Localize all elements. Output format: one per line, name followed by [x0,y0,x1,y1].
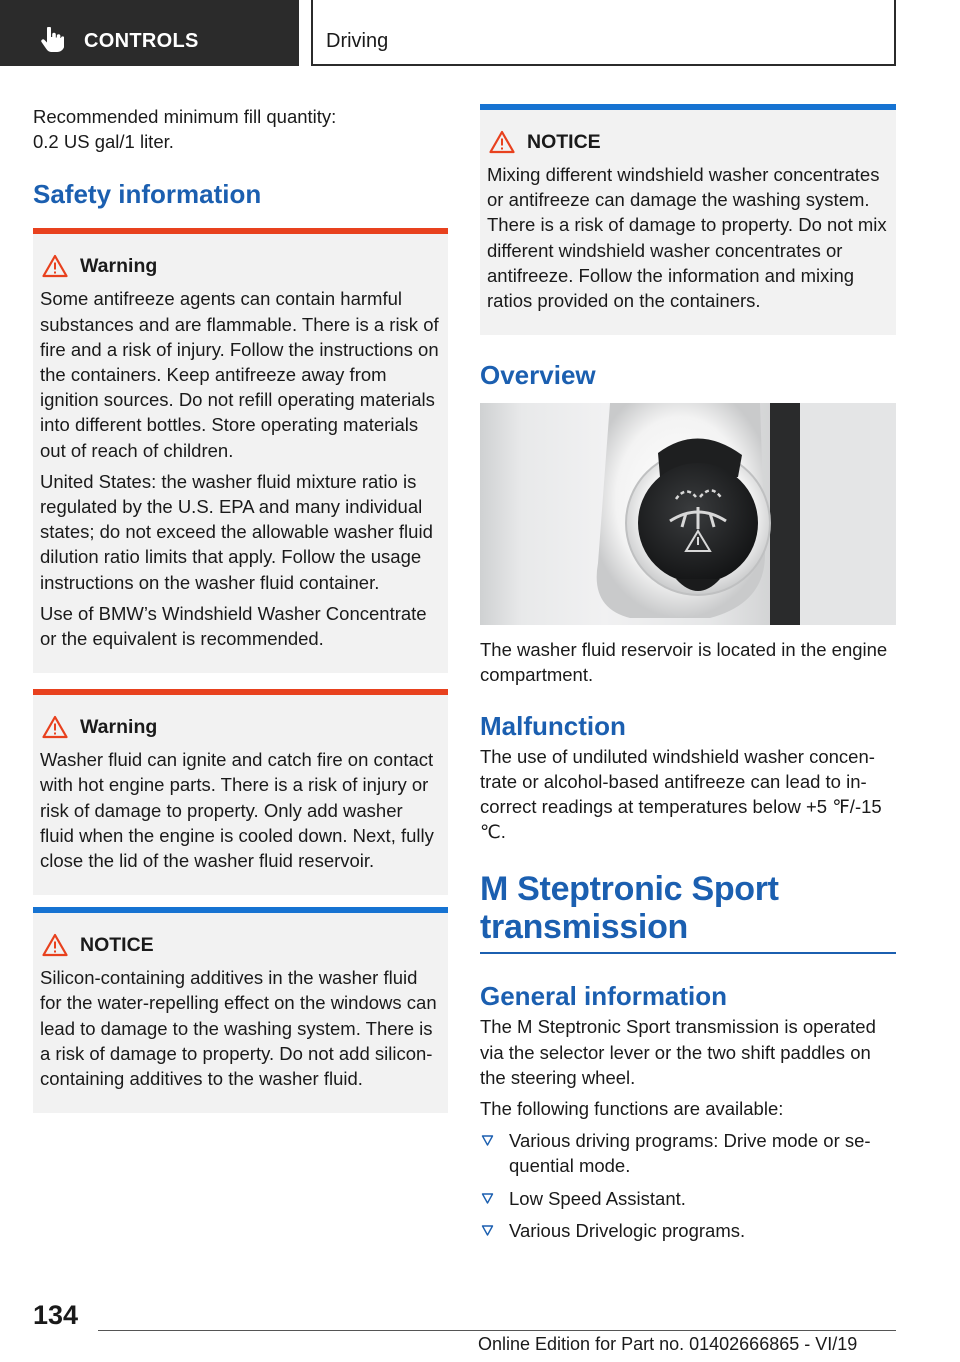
general-info-heading: General information [480,981,728,1012]
list-item [480,1218,896,1243]
washer-cap-illustration [480,403,896,625]
notice-box-mixing [480,104,896,335]
safety-heading: Safety information [33,179,262,210]
notice-title [487,128,889,156]
notice-paragraph: Silicon-containing additives in the washer fluid for the water-repelling effect on the windows can lead to damage to the washing system. There is a risk of damage to property. Do not add silicon-containing additives to the washer fluid. [40,967,437,1090]
warning-box-antifreeze [33,228,448,673]
edition-text: Online Edition for Part no. 01402666865 - VI/19 [478,1334,858,1354]
warning-paragraph: Washer fluid can ignite and catch fire on contact with hot engine parts. There is a risk of injury or risk of damage to property. Only add washer fluid when the engine is cooled down. Next, fully close the lid of the washer fluid reservoir. [40,749,434,872]
general-info-paragraph: The M Steptronic Sport transmission is operated via the selector lever or the two shift paddles on the steering wheel. [480,1016,876,1088]
warning-triangle-icon [42,933,68,957]
functions-list [480,1128,896,1243]
chapter-tab-driving [311,0,896,66]
triangle-bullet-icon [481,1134,494,1147]
malfunction-text: The use of undiluted windshield washer concentrate or alcohol-based antifreeze can lead to incorrect readings at temperatures below +5 ℉/-15 ℃. [480,745,882,843]
warning-paragraph: Some antifreeze agents can contain harmful substances and are flammable. There is a risk of fire and a risk of injury. Follow the instructions on the containers. Keep antifreeze away from ignition sources. Do not refill operating materials into different bottles. Store operating materials out of reach of children. [40,288,439,461]
page-number: 134 [33,1300,79,1330]
left-column [33,104,448,1113]
notice-title-text: NOTICE [80,933,154,956]
warning-title-text: Warning [80,715,158,738]
notice-title-text: NOTICE [527,130,601,153]
warning-triangle-icon [42,715,68,739]
fill-quantity-line2: 0.2 US gal/1 liter. [33,131,174,153]
list-item-text: Low Speed Assistant. [509,1187,686,1209]
notice-box-silicon [33,907,448,1113]
warning-paragraph: Use of BMW’s Windshield Washer Concentrate or the equivalent is recommended. [40,602,427,650]
warning-title [40,713,441,741]
warning-box-ignition [33,689,448,895]
list-item-text: Various driving programs: Drive mode or sequential mode. [509,1130,871,1177]
list-item [480,1128,896,1178]
hand-pointer-icon [40,27,64,53]
list-item-text: Various Drivelogic programs. [509,1219,746,1241]
triangle-bullet-icon [481,1224,494,1237]
list-item [480,1186,896,1211]
warning-title [40,252,441,280]
triangle-bullet-icon [481,1192,494,1205]
washer-reservoir-photo [480,403,896,625]
malfunction-heading: Malfunction [480,710,626,741]
overview-caption: The washer fluid reservoir is located in the engine compartment. [480,639,888,686]
warning-triangle-icon [489,130,515,154]
right-column [480,104,896,1250]
section-label: CONTROLS [84,30,199,52]
fill-quantity-text [33,104,448,154]
functions-intro: The following functions are available: [480,1098,784,1120]
warning-triangle-icon [42,254,68,278]
footer-divider [98,1330,896,1331]
chapter-label: Driving [326,30,389,52]
transmission-heading: M Steptronic Sport transmission [480,870,779,947]
fill-quantity-line1: Recommended minimum fill quantity: [33,106,337,127]
heading-divider [480,952,896,954]
notice-title [40,931,441,959]
section-tab-controls [0,0,299,66]
notice-paragraph: Mixing different windshield washer concentrates or antifreeze can damage the washing system. There is a risk of damage to property. Do not mix different windshield washer concentrates or antifreeze. Follow the information and mixing ratios provided on the containers. [487,164,887,312]
warning-title-text: Warning [80,254,158,277]
warning-paragraph: United States: the washer fluid mixture ratio is regulated by the U.S. EPA and many individual states; do not exceed the allowable washer fluid dilution ratio limits that apply. Follow the usage instructions on the washer fluid container. [40,470,433,593]
overview-heading: Overview [480,360,596,391]
